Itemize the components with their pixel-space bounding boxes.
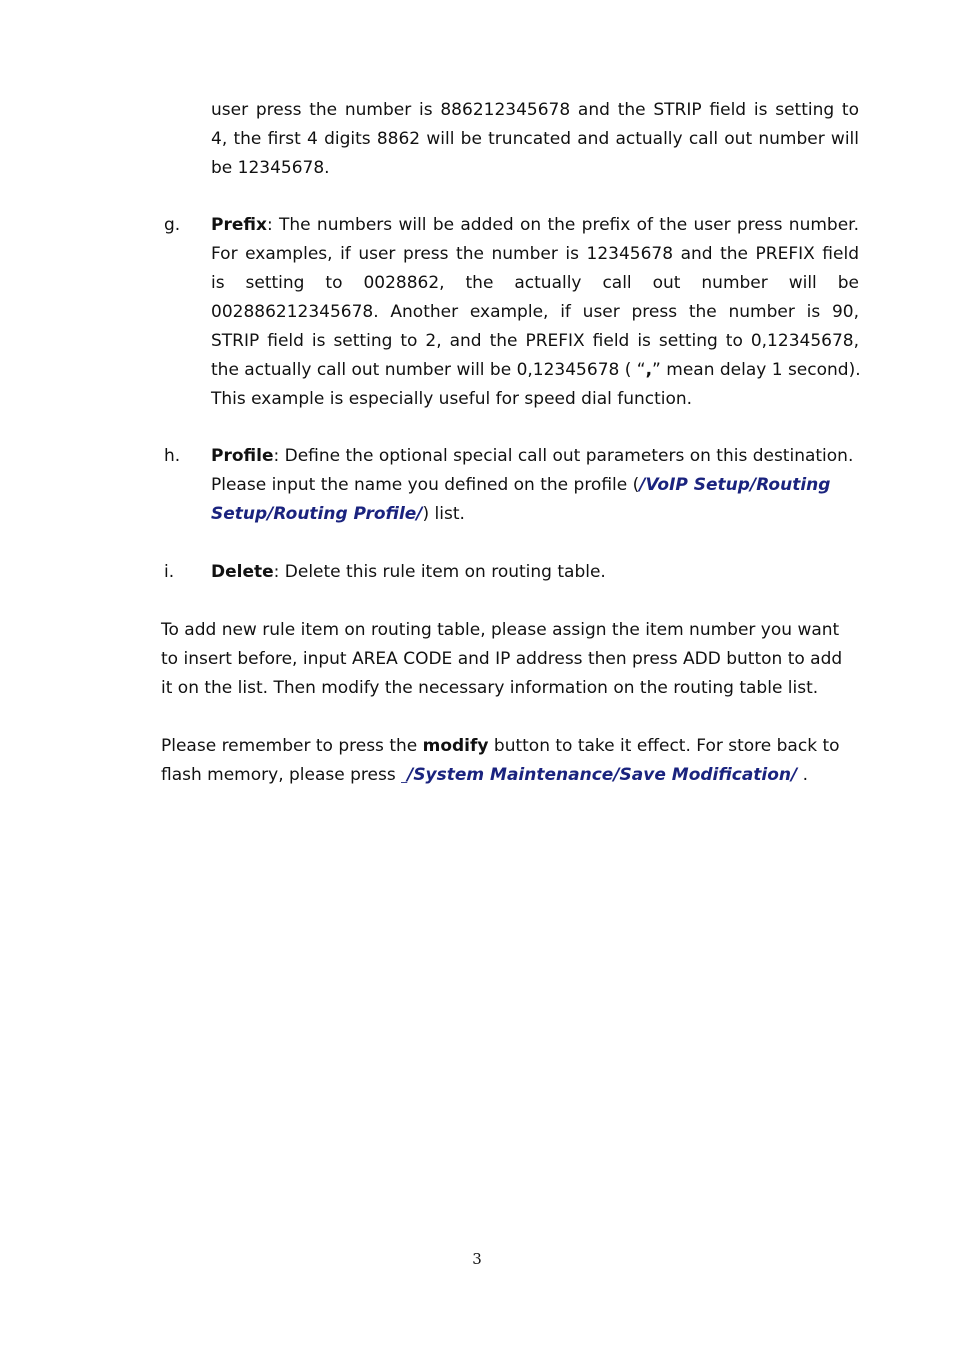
underscore-mark: _	[401, 769, 408, 783]
text-line	[211, 211, 859, 240]
text-segment: the actually call out number will be 0,12345678 ( “	[211, 360, 646, 380]
text-line: 002886212345678. Another example, if user press the number is 90,	[211, 302, 859, 322]
comma-symbol: ,	[645, 360, 653, 380]
list-item-profile	[211, 442, 867, 529]
term-prefix: Prefix	[211, 215, 267, 235]
text-line: STRIP field is setting to 2, and the PREFIX field is setting to 0,12345678,	[211, 331, 859, 351]
term-description: : Define the optional special call out parameters on this destination.	[273, 446, 854, 466]
text-line	[211, 356, 859, 385]
text-line: to insert before, input AREA CODE and IP address then press ADD button to add	[161, 649, 843, 669]
modify-term: modify	[422, 736, 489, 756]
text-segment: flash memory, please press	[161, 765, 402, 785]
text-segment: button to take it effect. For store back to	[488, 736, 840, 756]
text-line: This example is especially useful for speed dial function.	[211, 389, 693, 409]
text-line: user press the number is 886212345678 and the STRIP field is setting to	[211, 100, 859, 120]
text-line: it on the list. Then modify the necessary information on the routing table list.	[161, 678, 819, 698]
term-delete: Delete	[211, 562, 274, 582]
text-segment: Please remember to press the	[161, 736, 423, 756]
menu-path-routing-profile[interactable]: Setup/Routing Profile/	[211, 504, 423, 524]
term-description: : The numbers will be added on the prefix of the user press number.	[266, 215, 859, 235]
text-line: To add new rule item on routing table, please assign the item number you want	[161, 620, 840, 640]
term-profile: Profile	[211, 446, 274, 466]
text-segment: ” mean delay 1 second).	[652, 360, 861, 380]
list-marker-i: i.	[164, 562, 175, 582]
page-number: 3	[472, 1250, 482, 1268]
text-line	[161, 732, 859, 761]
text-segment: Please input the name you defined on the profile (	[211, 475, 640, 495]
modify-paragraph	[161, 732, 859, 791]
list-marker-h: h.	[164, 446, 181, 466]
list-item-delete	[211, 558, 867, 587]
text-line: For examples, if user press the number is 12345678 and the PREFIX field	[211, 244, 859, 264]
text-line	[211, 500, 867, 529]
text-line: is setting to 0028862, the actually call out number will be	[211, 273, 859, 293]
menu-path-voip-setup[interactable]: /VoIP Setup/Routing	[639, 475, 831, 495]
text-segment: .	[797, 765, 809, 785]
text-line	[211, 442, 867, 471]
add-rule-paragraph	[161, 616, 859, 703]
menu-path-save-modification[interactable]: /System Maintenance/Save Modification/	[407, 765, 798, 785]
list-marker-g: g.	[164, 215, 181, 235]
continuation-paragraph	[211, 96, 859, 183]
text-line: be 12345678.	[211, 158, 330, 178]
text-line: 4, the first 4 digits 8862 will be truncated and actually call out number will	[211, 129, 859, 149]
text-line	[161, 761, 859, 791]
text-line	[211, 558, 867, 587]
list-item-prefix	[211, 211, 859, 414]
text-segment: ) list.	[422, 504, 465, 524]
term-description: : Delete this rule item on routing table.	[273, 562, 606, 582]
text-line	[211, 471, 867, 500]
